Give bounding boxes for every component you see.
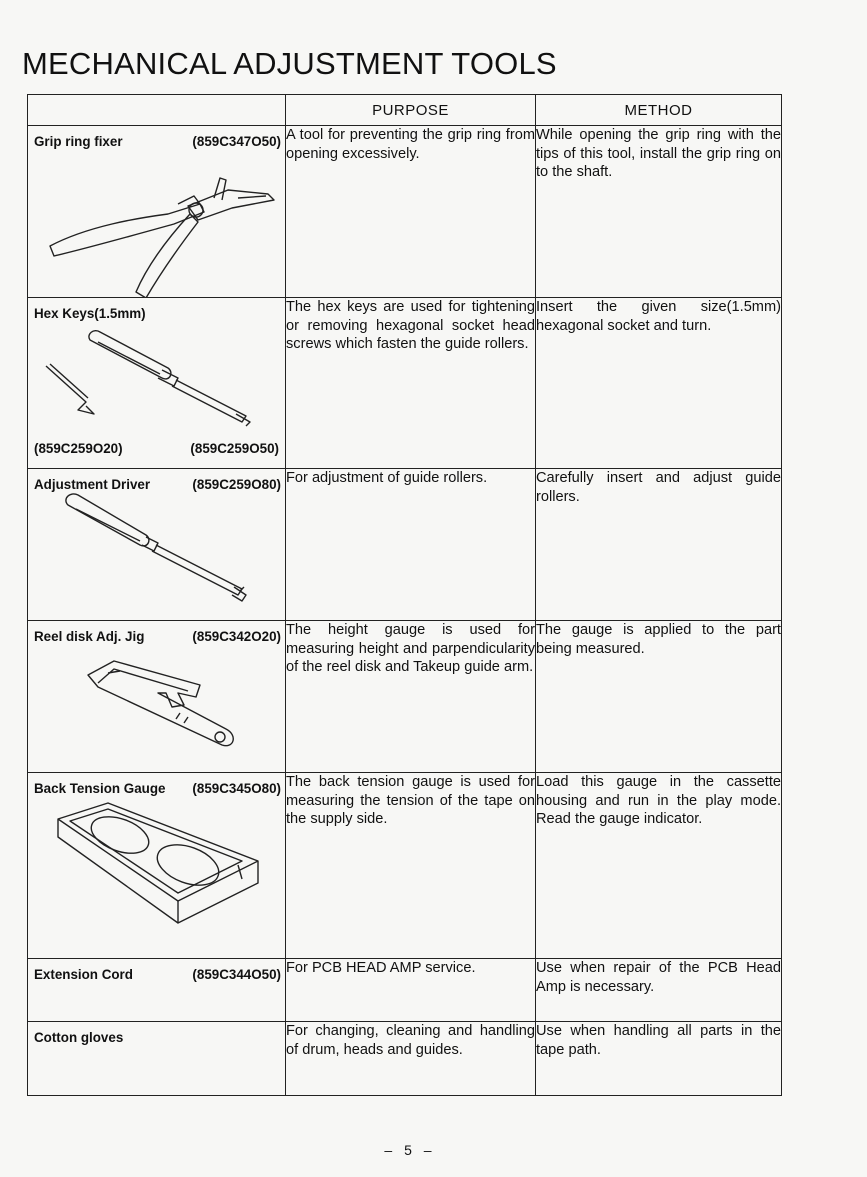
tool-code-1: (859C259O20) (34, 441, 123, 456)
method-cell: Use when repair of the PCB Head Amp is necessary. (536, 959, 782, 1022)
table-row (28, 959, 782, 1022)
tool-code: (859C345O80) (192, 781, 281, 796)
page-number: – 5 – (384, 1142, 436, 1158)
purpose-column-header: PURPOSE (286, 95, 536, 126)
tool-code: (859C347O50) (192, 134, 281, 149)
tool-cell (28, 1022, 286, 1096)
method-cell: While opening the grip ring with the tips of this tool, install the grip ring on to the shaft. (536, 126, 782, 298)
tool-cell (28, 959, 286, 1022)
table-header-row (28, 95, 782, 126)
table-row (28, 621, 782, 773)
tool-code: (859C342O20) (192, 629, 281, 644)
method-cell: The gauge is applied to the part being measured. (536, 621, 782, 773)
tools-table (27, 94, 782, 1096)
purpose-cell: For PCB HEAD AMP service. (286, 959, 536, 1022)
tool-name: Grip ring fixer (34, 134, 123, 149)
table-row (28, 298, 782, 469)
tool-code: (859C259O80) (192, 477, 281, 492)
tool-name: Adjustment Driver (34, 477, 151, 492)
purpose-cell: The hex keys are used for tightening or removing hexagonal socket head screws which fasten the guide rollers. (286, 298, 536, 469)
tool-name: Cotton gloves (34, 1030, 124, 1045)
method-cell: Insert the given size(1.5mm) hexagonal socket and turn. (536, 298, 782, 469)
reel-disk-jig-illustration (28, 621, 286, 773)
back-tension-gauge-illustration (28, 773, 286, 959)
tool-column-header (28, 95, 286, 126)
tool-code-2: (859C259O50) (190, 441, 279, 456)
table-row (28, 126, 782, 298)
purpose-cell: For adjustment of guide rollers. (286, 469, 536, 621)
page-title: MECHANICAL ADJUSTMENT TOOLS (22, 46, 557, 81)
tool-name: Reel disk Adj. Jig (34, 629, 145, 644)
method-cell: Carefully insert and adjust guide rollers. (536, 469, 782, 621)
method-cell: Use when handling all parts in the tape path. (536, 1022, 782, 1096)
table-row (28, 773, 782, 959)
purpose-cell: A tool for preventing the grip ring from opening excessively. (286, 126, 536, 298)
tool-name: Back Tension Gauge (34, 781, 166, 796)
method-column-header: METHOD (536, 95, 782, 126)
method-cell: Load this gauge in the cassette housing and run in the play mode. Read the gauge indicator. (536, 773, 782, 959)
purpose-cell: For changing, cleaning and handling of drum, heads and guides. (286, 1022, 536, 1096)
tool-name: Hex Keys(1.5mm) (34, 306, 146, 321)
tool-cell (28, 126, 286, 298)
purpose-cell: The back tension gauge is used for measuring the tension of the tape on the supply side. (286, 773, 536, 959)
purpose-cell: The height gauge is used for measuring height and parpendicularity of the reel disk and Takeup guide arm. (286, 621, 536, 773)
table-row (28, 1022, 782, 1096)
adjustment-driver-illustration (28, 469, 286, 621)
grip-ring-fixer-illustration (28, 126, 286, 298)
tool-cell (28, 773, 286, 959)
table-row (28, 469, 782, 621)
tool-cell (28, 298, 286, 469)
tool-code: (859C344O50) (192, 967, 281, 982)
tool-cell (28, 469, 286, 621)
tool-cell (28, 621, 286, 773)
tool-name: Extension Cord (34, 967, 133, 982)
